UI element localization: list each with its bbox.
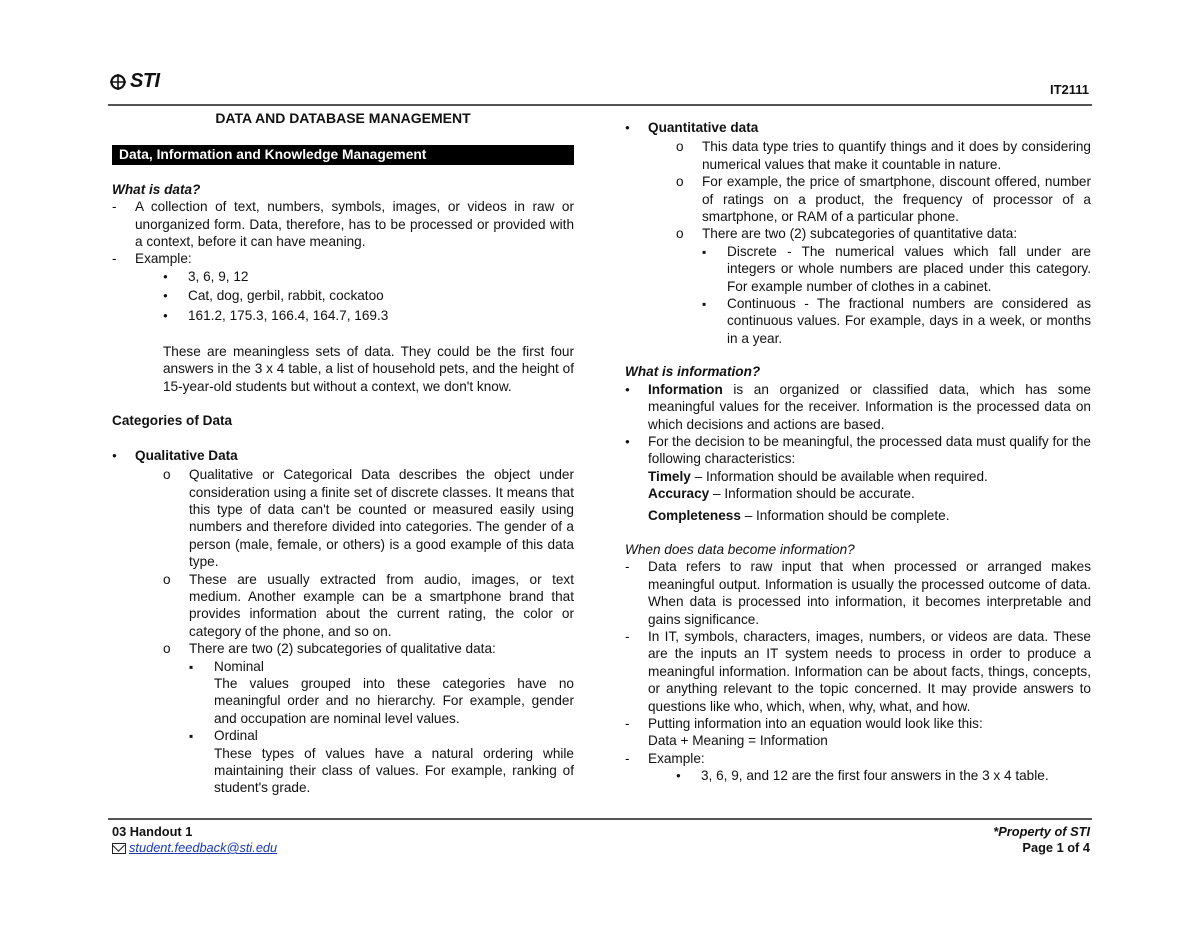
list-item <box>702 243 1091 295</box>
example-item: Cat, dog, gerbil, rabbit, cockatoo <box>188 288 384 304</box>
footer-right <box>993 824 1090 856</box>
when-item: Data refers to raw input that when processed or arranged makes meaningful output. Information is usually the processed outcome of data. When data is processed into information, it becomes interpretable and gains significance. <box>648 559 1091 627</box>
example-item: 3, 6, 9, 12 <box>188 268 249 284</box>
dash-marker: - <box>625 750 630 766</box>
qualitative-item: These are usually extracted from audio, images, or text medium. Another example can be a smartphone brand that provides information about the current rating, the color or category of the phone, and so on. <box>189 571 574 639</box>
qualitative-label: Qualitative Data <box>135 447 238 463</box>
sti-logo <box>108 70 160 93</box>
qualitative-item: Qualitative or Categorical Data describes the object under consideration using a finite set of discrete classes. It means that this type of data can't be counted or measured easily using numbers and therefore divided into categories. The gender of a person (male, female, or others) is a good example of this data type. <box>189 467 574 570</box>
dash-marker: - <box>625 628 630 644</box>
ordinal-label: Ordinal <box>214 728 258 744</box>
accuracy-desc: – Information should be accurate. <box>709 486 915 502</box>
bullet-icon <box>163 307 188 326</box>
envelope-icon <box>112 843 126 854</box>
qualitative-item: There are two (2) subcategories of qualitative data: <box>189 641 496 657</box>
list-item <box>163 287 574 306</box>
square-bullet-icon <box>189 658 214 728</box>
list-item <box>163 466 574 570</box>
completeness-line <box>648 507 1091 524</box>
list-item <box>625 715 1091 750</box>
footer-rule <box>108 818 1092 820</box>
list-item <box>189 727 574 797</box>
bullet-icon <box>625 381 648 433</box>
quantitative-item: There are two (2) subcategories of quantitative data: <box>702 226 1018 242</box>
list-item <box>676 173 1091 225</box>
list-item <box>112 250 574 267</box>
list-item <box>163 307 574 326</box>
dash-marker: - <box>625 716 630 731</box>
logo-text: STI <box>130 70 160 92</box>
example-label: Example: <box>648 750 705 766</box>
header-rule <box>108 104 1092 106</box>
nominal-label: Nominal <box>214 658 264 674</box>
quantitative-label: Quantitative data <box>648 120 759 135</box>
what-is-information-heading: What is information? <box>625 364 761 380</box>
example-item: 3, 6, 9, and 12 are the first four answers in the 3 x 4 table. <box>701 768 1049 784</box>
list-item <box>625 750 1091 767</box>
section-banner: Data, Information and Knowledge Management <box>112 145 574 164</box>
list-item <box>625 558 1091 628</box>
accuracy-line <box>648 485 1091 502</box>
document-title: DATA AND DATABASE MANAGEMENT <box>215 110 471 126</box>
list-item <box>625 628 1091 715</box>
list-item <box>676 138 1091 173</box>
circle-marker: o <box>676 174 684 190</box>
list-item <box>163 268 574 287</box>
handout-label: 03 Handout 1 <box>112 824 193 839</box>
completeness-label: Completeness <box>648 507 741 523</box>
list-item <box>112 447 574 466</box>
dash-marker: - <box>112 251 117 267</box>
property-label: *Property of STI <box>993 824 1090 839</box>
circle-marker: o <box>676 226 684 242</box>
course-code: IT2111 <box>1049 82 1089 97</box>
bullet-icon <box>625 119 648 138</box>
list-item <box>702 295 1091 347</box>
bullet-icon <box>112 447 135 466</box>
quantitative-item: This data type tries to quantify things and it does by considering numerical values that make it countable in nature. <box>702 139 1091 172</box>
feedback-email-link[interactable]: student.feedback@sti.edu <box>129 840 278 855</box>
quantitative-item: For example, the price of smartphone, discount offered, number of ratings on a product, the frequency of processor of a smartphone, or RAM of a particular phone. <box>702 174 1091 225</box>
when-heading: When does data become information? <box>625 541 855 557</box>
data-definition: A collection of text, numbers, symbols, images, or videos in raw or unorganized form. Data, therefore, has to be processed or provided with a context, before it can have meaning. <box>135 199 574 250</box>
list-item <box>163 571 574 641</box>
information-term: Information <box>648 381 723 397</box>
sti-logo-icon <box>108 73 128 91</box>
footer-left <box>112 824 277 856</box>
accuracy-label: Accuracy <box>648 486 710 502</box>
list-item <box>625 381 1091 433</box>
discrete-description: Discrete - The numerical values which fall under are integers or whole numbers are placed under this category. For example number of clothes in a cabinet. <box>727 243 1091 294</box>
circle-marker: o <box>163 467 171 483</box>
timely-line <box>648 468 1091 485</box>
timely-desc: – Information should be available when required. <box>690 468 988 484</box>
bullet-icon <box>163 287 188 306</box>
list-item <box>189 658 574 728</box>
bullet-icon <box>163 268 188 287</box>
completeness-desc: – Information should be complete. <box>740 507 950 523</box>
email-line <box>112 840 277 856</box>
list-item <box>676 767 1091 786</box>
decision-text: For the decision to be meaningful, the processed data must qualify for the following characteristics: <box>648 433 1091 467</box>
list-item <box>163 640 574 657</box>
when-item: In IT, symbols, characters, images, numbers, or videos are data. These are the inputs an IT system needs to process in order to produce a meaningful information. Information can be about facts, things, concepts, or anything relevant to the topic concerned. It may provide answers to questions like who, which, when, why, what, and how. <box>648 628 1091 714</box>
bullet-icon <box>625 433 648 524</box>
page-number: Page 1 of 4 <box>1022 840 1090 855</box>
square-bullet-icon <box>702 295 727 347</box>
circle-marker: o <box>163 641 171 657</box>
circle-marker: o <box>676 139 684 155</box>
example-label: Example: <box>135 251 192 267</box>
meaningless-note: These are meaningless sets of data. They could be the first four answers in the 3 x 4 table, a list of household pets, and the height of 15-year-old students but without a context, we don't know. <box>163 344 574 394</box>
when-item: Putting information into an equation would look like this: <box>648 716 983 731</box>
categories-heading: Categories of Data <box>112 413 233 429</box>
information-definition: is an organized or classified data, which has some meaningful values for the receiver. Information is the processed data on which decisions and actions are based. <box>648 381 1091 432</box>
square-bullet-icon <box>189 727 214 797</box>
timely-label: Timely <box>648 468 691 484</box>
left-column <box>112 108 574 797</box>
equation: Data + Meaning = Information <box>648 733 828 749</box>
example-item: 161.2, 175.3, 166.4, 164.7, 169.3 <box>188 307 389 323</box>
bullet-icon <box>676 767 701 786</box>
dash-marker: - <box>625 559 630 575</box>
dash-marker: - <box>112 199 117 215</box>
square-bullet-icon <box>702 243 727 295</box>
right-column <box>625 119 1091 787</box>
list-item <box>625 433 1091 524</box>
list-item <box>676 225 1091 242</box>
ordinal-description: These types of values have a natural ordering while maintaining their class of values. For example, ranking of student's grade. <box>214 745 574 796</box>
list-item <box>625 119 1091 138</box>
nominal-description: The values grouped into these categories have no meaningful order and no hierarchy. For example, gender and occupation are nominal level values. <box>214 675 574 726</box>
continuous-description: Continuous - The fractional numbers are considered as continuous values. For example, days in a week, or months in a year. <box>727 296 1091 346</box>
what-is-data-heading: What is data? <box>112 181 201 197</box>
circle-marker: o <box>163 571 171 587</box>
list-item <box>112 198 574 250</box>
